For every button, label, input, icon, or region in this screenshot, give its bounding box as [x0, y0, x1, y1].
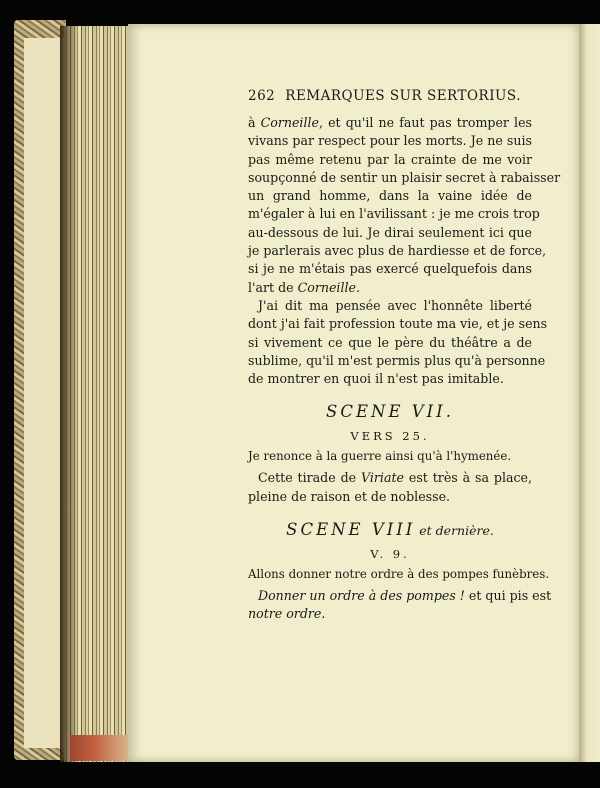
text-line: sublime, qu'il m'est permis plus qu'à personne: [248, 352, 546, 368]
facing-page-edge: [579, 24, 600, 762]
red-page-edge: [70, 735, 130, 761]
scene-8-verse: V. 9.: [370, 547, 410, 562]
running-title: REMARQUES SUR SERTORIUS.: [285, 88, 521, 104]
scene-7-heading: SCENE VII.: [326, 402, 454, 422]
text-line: si vivement ce que le père du théâtre a de: [248, 334, 532, 350]
scene-8-heading: SCENE VIII et dernière.: [286, 520, 494, 540]
page-number: 262: [248, 88, 276, 104]
text-line: notre ordre.: [248, 606, 326, 622]
scene-7-quote: Je renonce à la guerre ainsi qu'à l'hymenée.: [248, 449, 512, 464]
gutter-shadow: [60, 26, 78, 762]
text-line: je parlerais avec plus de hardiesse et de force,: [248, 243, 547, 259]
scene-7-verse: VERS 25.: [350, 429, 430, 444]
cover-endpaper: [24, 38, 64, 748]
text-line: à Corneille, et qu'il ne faut pas tromper les: [248, 115, 532, 130]
running-head: [248, 88, 532, 104]
text-line: pleine de raison et de noblesse.: [248, 488, 451, 504]
text-line: au-dessous de lui. Je dirai seulement ici que: [248, 224, 532, 240]
text-line: si je ne m'étais pas exercé quelquefois dans: [248, 261, 532, 277]
text-line: m'égaler à lui en l'avilissant : je me crois trop: [248, 206, 540, 222]
text-line: Cette tirade de Viriate est très à sa place,: [258, 470, 533, 486]
paragraph-2: [248, 297, 548, 388]
page-content: [248, 88, 561, 624]
scene-7-comment: [248, 469, 532, 506]
text-line: un grand homme, dans la vaine idée de: [248, 188, 532, 204]
text-line: l'art de Corneille.: [248, 279, 360, 295]
text-line: dont j'ai fait profession toute ma vie, et je sens: [248, 316, 548, 332]
background-strip: [0, 762, 600, 788]
scene-8-comment: [248, 587, 552, 624]
text-line: Donner un ordre à des pompes ! et qui pis est: [258, 588, 552, 604]
scene-8-quote: Allons donner notre ordre à des pompes funèbres.: [248, 567, 550, 582]
text-line: de montrer en quoi il n'est pas imitable.: [248, 371, 504, 387]
paragraph-1: [248, 114, 561, 297]
text-line: vivans par respect pour les morts. Je ne suis: [248, 133, 532, 149]
text-line: soupçonné de sentir un plaisir secret à rabaisser: [248, 169, 561, 185]
text-line: pas même retenu par la crainte de me voir: [248, 151, 532, 167]
text-line: J'ai dit ma pensée avec l'honnête liberté: [258, 297, 532, 313]
